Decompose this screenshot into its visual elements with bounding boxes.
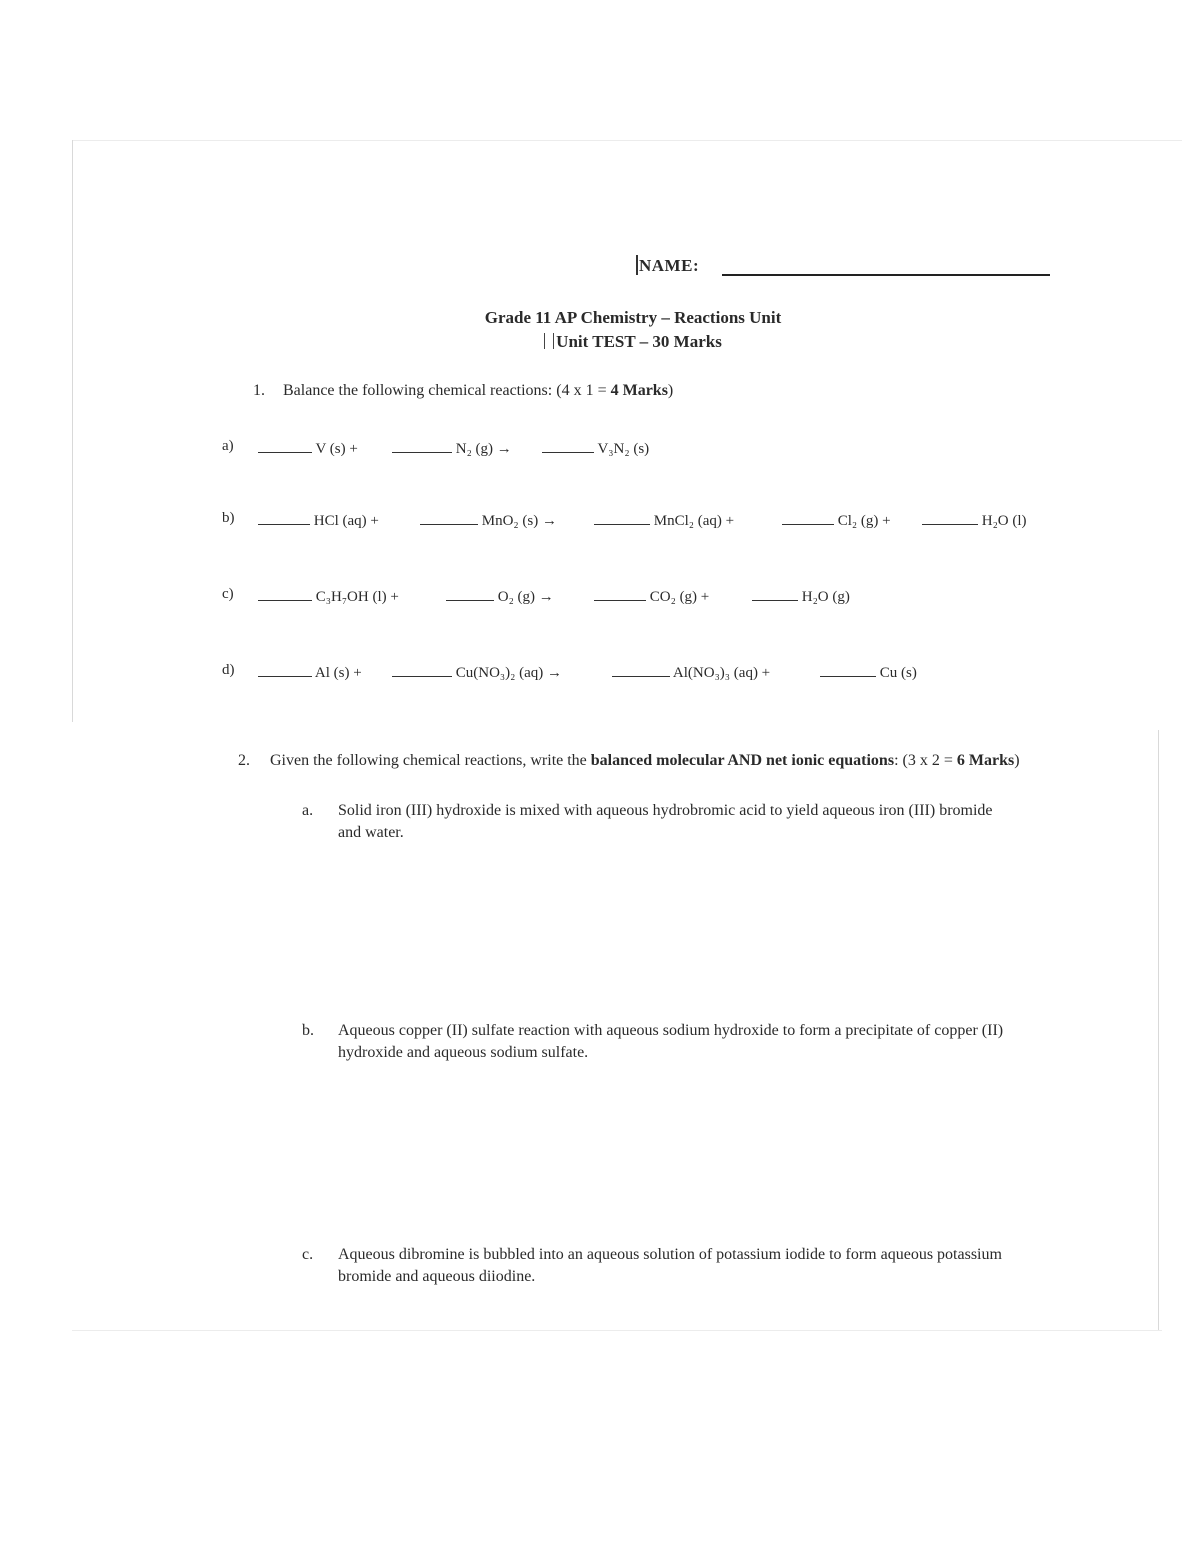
chemical-species: V₃N₂ (s) [594,441,650,457]
coefficient-blank[interactable] [820,662,876,677]
chemical-species: O₂ (g) → [494,589,554,605]
chemical-species: V (s) + [312,441,358,457]
chemical-species: HCl (aq) + [310,513,379,529]
reaction-term [258,510,379,530]
coefficient-blank[interactable] [420,510,478,525]
question-1-text: Balance the following chemical reactions: [283,382,553,399]
part-letter: a. [302,802,314,819]
reaction-label: a) [222,438,234,454]
ibeam-cursor-icon [544,333,554,349]
test-subtitle: Unit TEST – 30 Marks [556,332,722,351]
chemical-species: Cl₂ (g) + [834,513,891,529]
reaction-term [612,662,770,682]
reaction-label: b) [222,510,235,526]
question-2-prompt: 2. Given the following chemical reactions, write the balanced molecular AND net ionic equations: (3 x 2 = 6 Marks) [238,752,1020,769]
part-text: Solid iron (III) hydroxide is mixed with aqueous hydrobromic acid to yield aqueous iron (III) bromide and water. [338,802,993,841]
page-edge-top [72,140,1182,141]
page-edge-left [72,140,73,722]
question-2-bold-text: balanced molecular AND net ionic equations [590,752,895,769]
coefficient-blank[interactable] [258,510,310,525]
test-title: Grade 11 AP Chemistry – Reactions Unit [484,308,782,327]
question-2-text: Given the following chemical reactions, write the [270,752,587,769]
coefficient-blank[interactable] [752,586,798,601]
coefficient-blank[interactable] [446,586,494,601]
coefficient-blank[interactable] [782,510,834,525]
reaction-label: d) [222,662,235,678]
coefficient-blank[interactable] [612,662,670,677]
chemical-species: Cu(NO₃)₂ (aq) → [452,665,563,681]
reaction-term [820,662,917,682]
reaction-term [392,662,562,682]
chemical-species: H₂O (l) [978,513,1027,529]
question-number: 2. [238,752,250,769]
reaction-row [222,662,1122,682]
coefficient-blank[interactable] [594,510,650,525]
chemical-species: C₃H₇OH (l) + [312,589,399,605]
chemical-species: Cu (s) [876,665,917,681]
name-field[interactable] [636,255,699,276]
question-2-marks: (3 x 2 = 6 Marks) [902,752,1020,769]
reaction-term [258,438,358,458]
text-cursor-icon [636,255,638,275]
coefficient-blank[interactable] [922,510,978,525]
reaction-row [222,586,1122,606]
part-letter: c. [302,1246,314,1263]
reaction-term [752,586,850,606]
page-edge-bottom [72,1330,1162,1331]
reaction-term [446,586,554,606]
part-letter: b. [302,1022,314,1039]
chemical-species: MnO₂ (s) → [478,513,557,529]
coefficient-blank[interactable] [258,662,312,677]
question-1-marks-bold: 4 Marks [610,382,668,399]
coefficient-blank[interactable] [258,438,312,453]
chemical-species: MnCl₂ (aq) + [650,513,735,529]
name-label: NAME: [639,256,700,275]
chemical-species: Al (s) + [312,665,362,681]
reaction-term [258,662,362,682]
chemical-species: N₂ (g) → [452,441,512,457]
coefficient-blank[interactable] [594,586,646,601]
chemical-species: H₂O (g) [798,589,850,605]
reaction-term [594,586,709,606]
coefficient-blank[interactable] [392,438,452,453]
reaction-row [222,438,1122,458]
reaction-label: c) [222,586,234,602]
question-number: 1. [253,382,265,399]
name-blank-line[interactable] [722,274,1050,276]
reaction-term [420,510,557,530]
coefficient-blank[interactable] [542,438,594,453]
reaction-term [594,510,734,530]
coefficient-blank[interactable] [392,662,452,677]
part-text: Aqueous dibromine is bubbled into an aqueous solution of potassium iodide to form aqueous potassium bromide and aqueous diiodine. [338,1246,1002,1285]
part-text: Aqueous copper (II) sulfate reaction with aqueous sodium hydroxide to form a precipitate of copper (II) hydroxide and aqueous sodium sulfate. [338,1022,1004,1061]
page-edge-right [1158,730,1159,1330]
chemical-species: CO₂ (g) + [646,589,710,605]
chemical-species: Al(NO₃)₃ (aq) + [670,665,771,681]
coefficient-blank[interactable] [258,586,312,601]
question-1-marks-wrap: (4 x 1 = 4 Marks) [556,382,674,399]
question-1-prompt [253,382,673,400]
reaction-term [258,586,399,606]
reaction-row [222,510,1122,530]
reaction-term [782,510,891,530]
reaction-term [392,438,512,458]
test-subtitle-wrap [0,332,1200,352]
reaction-term [542,438,649,458]
reaction-term [922,510,1027,530]
